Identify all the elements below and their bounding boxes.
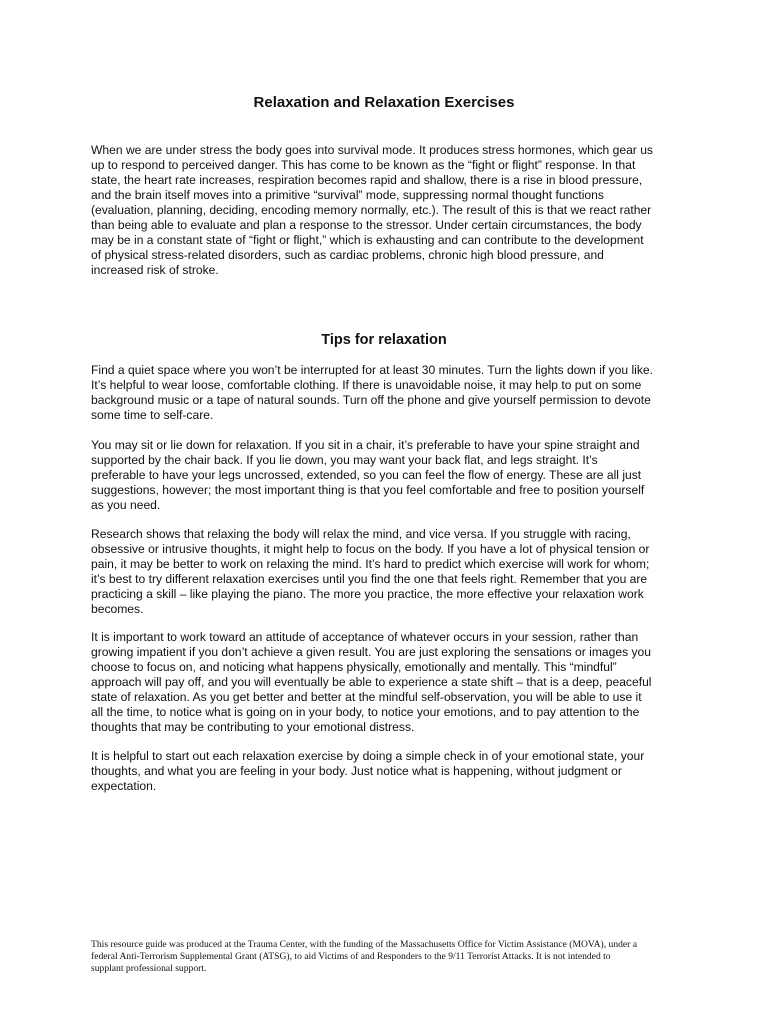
paragraph-line: Find a quiet space where you won’t be interrupted for at least 30 minutes. Turn the lights down if you like. [91,363,653,377]
paragraph-line: When we are under stress the body goes into survival mode. It produces stress hormones, which gear us [91,143,653,157]
paragraph-line: growing impatient if you don’t achieve a given result. You are just exploring the sensations or images you [91,645,652,659]
paragraph-line: Research shows that relaxing the body will relax the mind, and vice versa. If you struggle with racing, [91,527,631,541]
paragraph-line: may be in a constant state of “fight or flight,” which is exhausting and can contribute to the development [91,233,644,247]
tips-paragraph-position [91,438,671,513]
footer-line: federal Anti-Terrorism Supplemental Grant (ATSG), to aid Victims of and Responders to the 9/11 Terrorist Attacks. It is not intended to [91,951,611,962]
paragraph-line: It is helpful to start out each relaxation exercise by doing a simple check in of your emotional state, your [91,749,645,763]
paragraph-line: (evaluation, planning, deciding, encoding memory normally, etc.). The result of this is that we react rather [91,203,652,217]
paragraph-line: choose to focus on, and noticing what happens physically, emotionally and mentally. This “mindful” [91,660,617,674]
paragraph-line: preferable to have your legs uncrossed, extended, so you can feel the flow of energy. These are all just [91,468,642,482]
tips-paragraph-quiet-space [91,363,671,423]
paragraph-line: practicing a skill – like playing the piano. The more you practice, the more effective your relaxation work [91,587,644,601]
paragraph-line: thoughts that may be contributing to your emotional distress. [91,720,415,734]
paragraph-line: background music or a tape of natural sounds. Turn off the phone and give yourself permission to devote [91,393,651,407]
paragraph-line: than being able to evaluate and plan a response to the stressor. Under certain circumstances, the body [91,218,642,232]
tips-paragraph-research [91,527,671,617]
paragraph-line: expectation. [91,779,157,793]
paragraph-line: state, the heart rate increases, respiration becomes rapid and shallow, there is a rise in blood pressure, [91,173,643,187]
paragraph-line: pain, it may be better to work on relaxing the mind. It’s hard to predict which exercise will work for whom; [91,557,650,571]
paragraph-line: thoughts, and what you are feeling in your body. Just notice what is happening, without judgment or [91,764,622,778]
paragraph-line: as you need. [91,498,161,512]
paragraph-line: It is important to work toward an attitude of acceptance of whatever occurs in your session, rather than [91,630,639,644]
document-title: Relaxation and Relaxation Exercises [253,94,515,111]
paragraph-line: You may sit or lie down for relaxation. If you sit in a chair, it’s preferable to have your spine straight and [91,438,640,452]
paragraph-line: increased risk of stroke. [91,263,219,277]
footer-line: This resource guide was produced at the Trauma Center, with the funding of the Massachusetts Office for Victim Assistance (MOVA), under a [91,939,638,950]
paragraph-line: supported by the chair back. If you lie down, you may want your back flat, and legs straight. It’s [91,453,598,467]
paragraph-line: and the brain itself moves into a primitive “survival” mode, suppressing normal thought functions [91,188,604,202]
paragraph-line: some time to self-care. [91,408,214,422]
paragraph-line: approach will pay off, and you will eventually be able to experience a state shift – that is a deep, peaceful [91,675,652,689]
intro-paragraph [91,143,671,278]
tips-heading: Tips for relaxation [321,332,447,348]
footer-line: supplant professional support. [91,963,207,974]
paragraph-line: obsessive or intrusive thoughts, it might help to focus on the body. If you have a lot of physical tension or [91,542,650,556]
footer-note [91,939,671,975]
tips-paragraph-check-in [91,749,671,794]
paragraph-line: it’s best to try different relaxation exercises until you find the one that feels right. Remember that you are [91,572,648,586]
paragraph-line: state of relaxation. As you get better and better at the mindful self-observation, you will be able to use it [91,690,642,704]
paragraph-line: all the time, to notice what is going on in your body, to notice your emotions, and to pay attention to the [91,705,640,719]
paragraph-line: It’s helpful to wear loose, comfortable clothing. If there is unavoidable noise, it may help to put on some [91,378,642,392]
paragraph-line: becomes. [91,602,144,616]
paragraph-line: up to respond to perceived danger. This has come to be known as the “fight or flight” response. In that [91,158,636,172]
paragraph-line: of physical stress-related disorders, such as cardiac problems, chronic high blood pressure, and [91,248,604,262]
paragraph-line: suggestions, however; the most important thing is that you feel comfortable and free to position yourself [91,483,645,497]
tips-paragraph-acceptance [91,630,671,735]
